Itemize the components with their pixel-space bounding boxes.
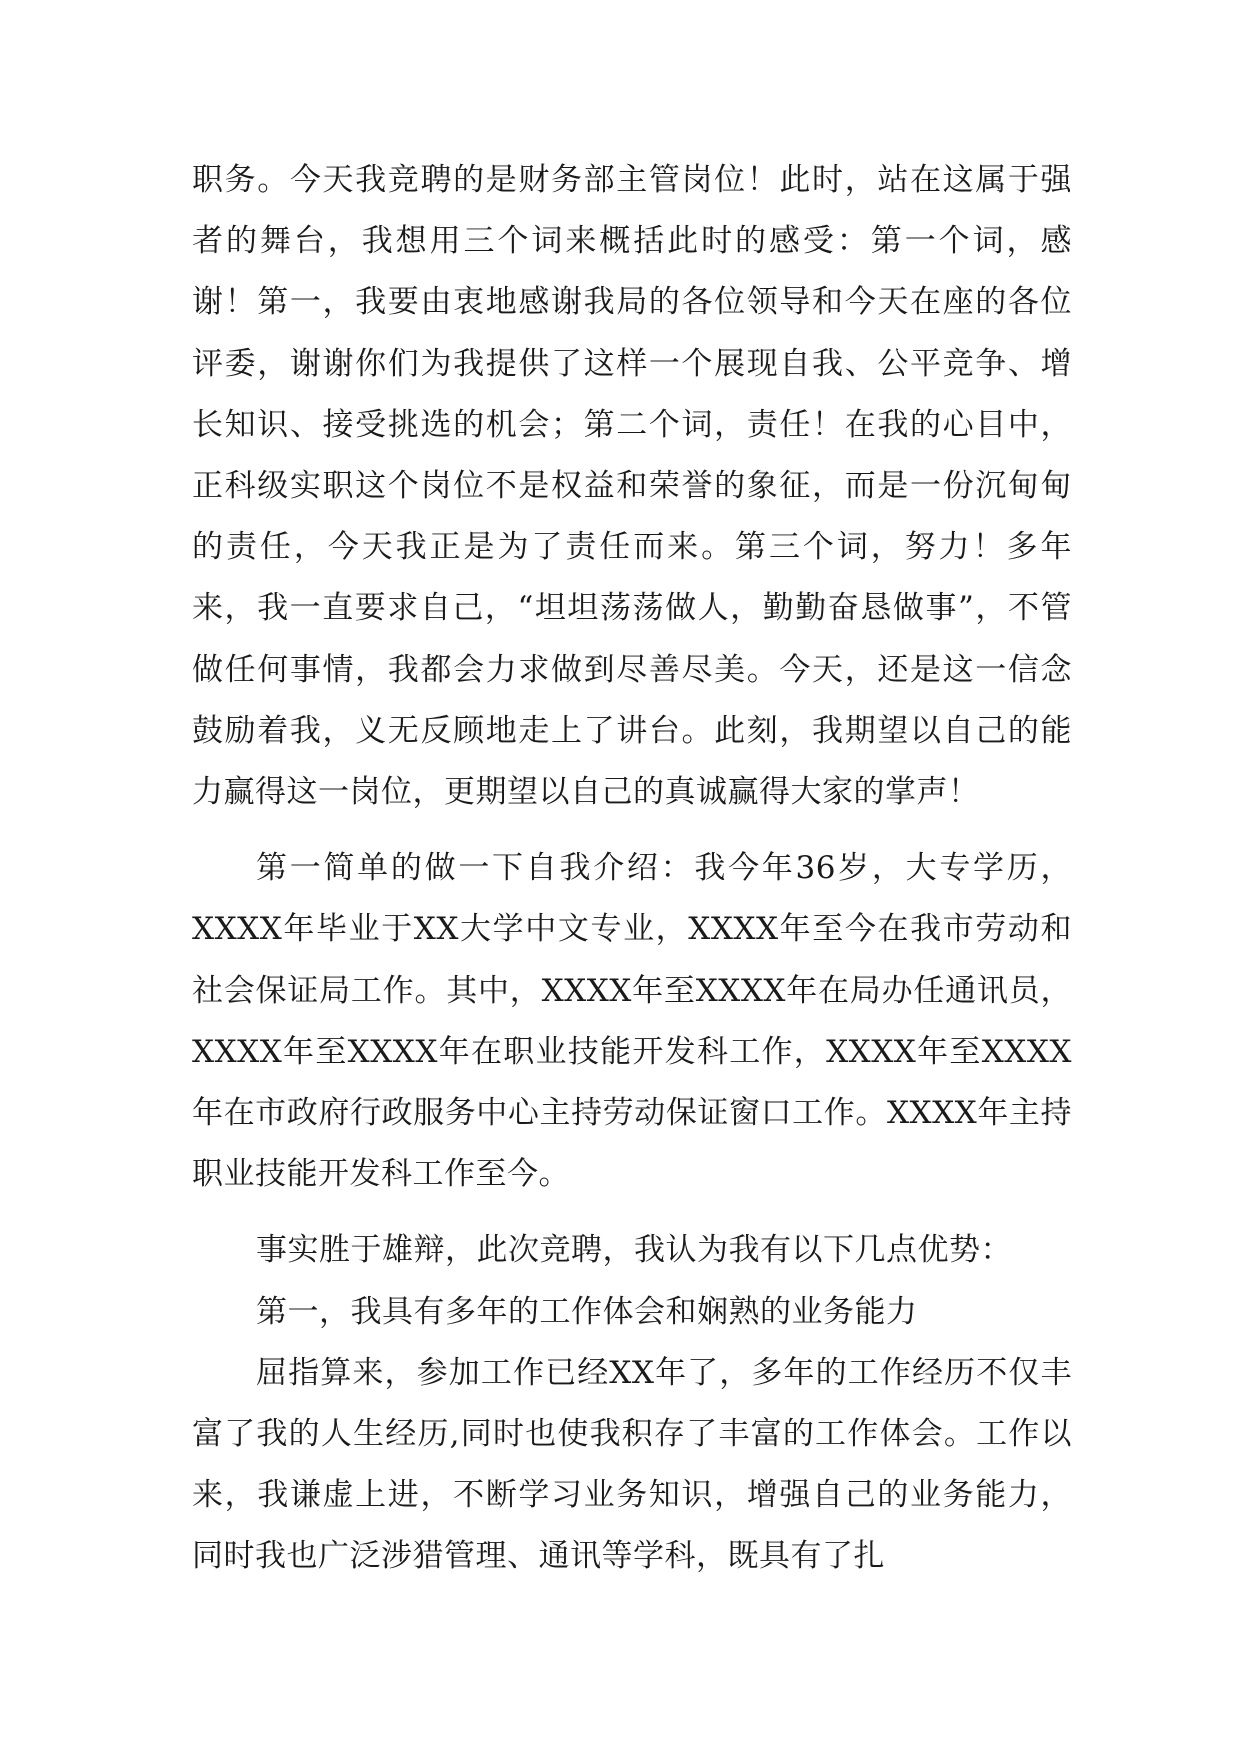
document-body (192, 150, 1072, 1588)
paragraph-speech-intro: 职务。今天我竞聘的是财务部主管岗位！此时，站在这属于强者的舞台，我想用三个词来概括此时的感受：第一个词，感谢！第一，我要由衷地感谢我局的各位领导和今天在座的各位评委，谢谢你们为我提供了这样一个展现自我、公平竞争、增长知识、接受挑选的机会；第二个词，责任！在我的心目中，正科级实职这个岗位不是权益和荣誉的象征，而是一份沉甸甸的责任，今天我正是为了责任而来。第三个词，努力！多年来，我一直要求自己，“坦坦荡荡做人，勤勤奋恳做事”，不管做任何事情，我都会力求做到尽善尽美。今天，还是这一信念鼓励着我，义无反顾地走上了讲台。此刻，我期望以自己的能力赢得这一岗位，更期望以自己的真诚赢得大家的掌声！ (192, 162, 1072, 811)
paragraph-advantages-lead: 事实胜于雄辩，此次竞聘，我认为我有以下几点优势： (256, 1232, 1012, 1269)
paragraph-self-introduction: 第一简单的做一下自我介绍：我今年36岁，大专学历，XXXX年毕业于XX大学中文专业，XXXX年至今在我市劳动和社会保证局工作。其中，XXXX年至XXXX年在局办任通讯员，XXXX年至XXXX年在职业技能开发科工作，XXXX年至XXXX年在市政府行政服务中心主持劳动保证窗口工作。XXXX年主持职业技能开发科工作至今。 (192, 850, 1072, 1193)
paragraph-advantage-one-heading: 第一，我具有多年的工作体会和娴熟的业务能力 (256, 1293, 918, 1330)
paragraph-work-experience: 屈指算来，参加工作已经XX年了，多年的工作经历不仅丰富了我的人生经历,同时也使我积存了丰富的工作体会。工作以来，我谦虚上进，不断学习业务知识，增强自己的业务能力，同时我也广泛涉猎管理、通讯等学科，既具有了扎 (192, 1354, 1072, 1575)
